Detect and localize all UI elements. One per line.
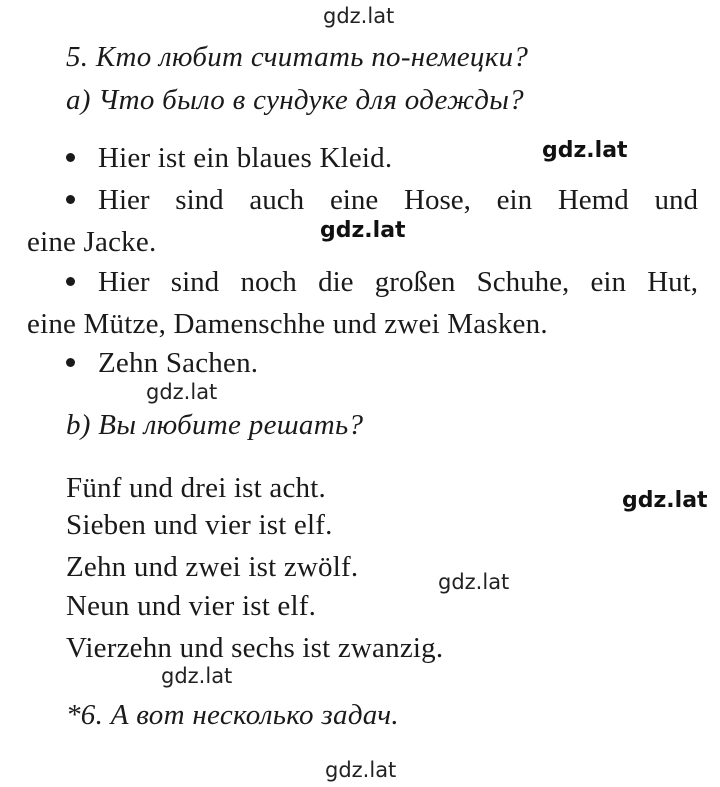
equation-line: Zehn und zwei ist zwölf. xyxy=(66,551,359,583)
part-b-heading: b) Вы любите решать? xyxy=(66,409,364,441)
watermark-right-1: gdz.lat xyxy=(542,138,628,163)
bullet-icon xyxy=(66,266,98,299)
watermark-right-2: gdz.lat xyxy=(622,488,708,513)
list-item xyxy=(66,142,392,175)
list-item-text: Zehn Sachen. xyxy=(98,347,259,379)
watermark-bottom: gdz.lat xyxy=(325,758,397,782)
list-item xyxy=(66,347,258,380)
exercise-6-title: *6. А вот несколько задач. xyxy=(66,699,399,731)
equation-line: Neun und vier ist elf. xyxy=(66,590,317,622)
list-item-continuation: eine Mütze, Damenschhe und zwei Masken. xyxy=(27,308,548,340)
bullet-icon xyxy=(66,347,98,380)
watermark-top: gdz.lat xyxy=(323,4,395,28)
part-a-heading: a) Что было в сундуке для одежды? xyxy=(66,84,524,116)
list-item-text: Hier sind auch eine Hose, ein Hemd und xyxy=(98,184,698,216)
watermark-middle-2: gdz.lat xyxy=(146,380,218,404)
list-item-continuation: eine Jacke. xyxy=(27,226,157,258)
list-item xyxy=(66,266,698,299)
watermark-middle-3: gdz.lat xyxy=(438,570,510,594)
bullet-icon xyxy=(66,142,98,175)
watermark-middle-4: gdz.lat xyxy=(161,664,233,688)
bullet-icon xyxy=(66,184,98,217)
list-item-text: Hier sind noch die großen Schuhe, ein Hut, xyxy=(98,266,698,298)
equation-line: Sieben und vier ist elf. xyxy=(66,509,333,541)
equation-line: Fünf und drei ist acht. xyxy=(66,472,326,504)
list-item xyxy=(66,184,698,217)
list-item-text: Hier ist ein blaues Kleid. xyxy=(98,142,393,174)
equation-line: Vierzehn und sechs ist zwanzig. xyxy=(66,632,444,664)
exercise-5-title: 5. Кто любит считать по-немецки? xyxy=(66,41,529,73)
watermark-middle-1: gdz.lat xyxy=(320,218,406,243)
